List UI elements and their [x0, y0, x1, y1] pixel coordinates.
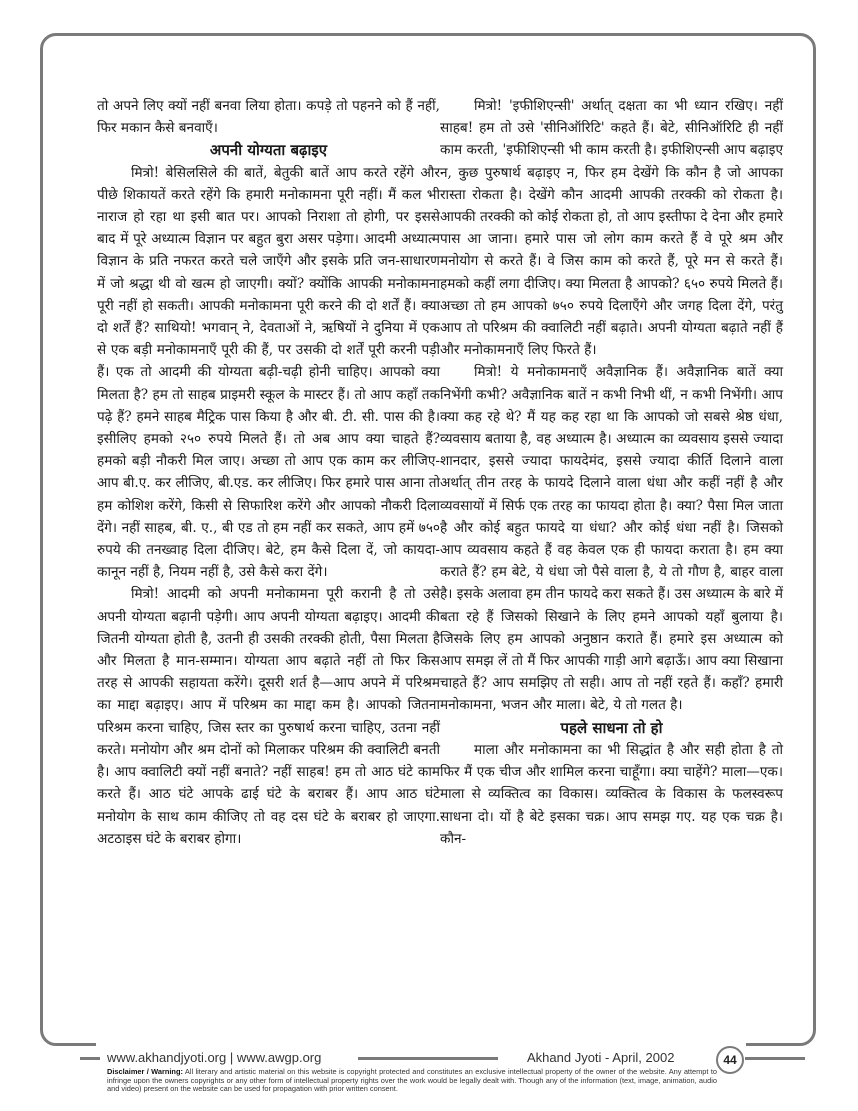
paragraph: मित्रो! ये मनोकामनाएँ अवैज्ञानिक हैं। अवैज्ञानिक बातें क्या निभेंगी कभी? अवैज्ञानिक बातें न कभी निभी थीं, न कभी निभेंगी। आप क्या कह रहे थे? मैं यह कह रहा था कि आपको जो सबसे श्रेष्ठ धंधा, व्यवसाय बताया है, वह अध्यात्म है। अध्यात्म का व्यवसाय इससे ज्यादा शानदार, इससे ज्यादा फायदेमंद, इससे ज्यादा कीर्ति दिलाने वाला अर्थात् तीन तरह के फायदे दिलाने वाला धंधा और कहीं नहीं है और व्यवसायों में सिर्फ एक तरह का फायदा होता है। क्या? पैसा मिल जाता है और कोई बहुत फायदे या धंधा? और कोई धंधा नहीं है। जिसको आप व्यवसाय कहते हैं वह केवल एक ही फायदा कराता है। हम क्या कराते हैं? हम बेटे, ये धंधा जो पैसे वाला है, ये तो गौण है, बाहर वाला है। इसके अलावा हम तीन फायदे करा सकते हैं। उस अध्यात्म के बारे में बता रहे हैं जिसको सिखाने के लिए हमने आपको यहाँ बुलाया है। जिसके लिए हम आपको अनुष्ठान कराते हैं। हमारे इस अध्यात्म को आप समझ लें तो मैं फिर आपकी गाड़ी आगे बढ़ाऊँ। आप क्या सिखाना चाहते हैं? आप समझिए तो सही। आप तो नहीं रहते हैं। कहाँ? हमारी मनोकामना, भजन और माला। बेटे, ये तो गलत है।	[440, 364, 783, 714]
disclaimer-text: All literary and artistic material on this website is copyright protected and constitutes an exclusive intellectual property of the owner of the website. Any attempt to infringe upon the owners copyrights or any other form of intellectual property rights over the work would be legally dealt with. Though any of the information (text, image, animation, audio and video) present on the website can be used for propagation with prior written consent.	[107, 1067, 717, 1094]
disclaimer-label: Disclaimer / Warning:	[107, 1067, 183, 1076]
disclaimer	[107, 1068, 717, 1094]
section-heading: अपनी योग्यता बढ़ाइए	[209, 141, 328, 160]
footer-rule-right	[745, 1057, 805, 1060]
paragraph: मित्रो! आदमी को अपनी मनोकामना पूरी करानी है तो उसे अपनी योग्यता बढ़ानी पड़ेगी। आप अपनी योग्यता बढ़ाइए। आदमी की जितनी योग्यता होती है, उतनी ही उसकी तरक्की होती, पैसा मिलता है और मिलता है मान-सम्मान। योग्यता आप बढ़ाते नहीं तो फिर किस तरह से आपकी सहायता करेंगे। दूसरी शर्त है—आप अपने में परिश्रम का माद्दा बढ़ाइए। आप में परिश्रम का माद्दा कम है। आपको जितना परिश्रम करना चाहिए, जिस स्तर का पुरुषार्थ करना चाहिए, उतना नहीं करते। मनोयोग और श्रम दोनों को मिलाकर परिश्रम की क्वालिटी बनती है। आप क्वालिटी क्यों नहीं बनाते? नहीं साहब! हम तो आठ घंटे काम करते हैं। आठ घंटे आपके ढाई घंटे के बराबर हैं। आप आठ घंटे मनोयोग के साथ काम कीजिए तो वह दस घंटे के बराबर हो जाएगा. अटठाइस घंटे के बराबर होगा।	[97, 586, 440, 847]
footer-magazine-issue: Akhand Jyoti - April, 2002	[527, 1050, 675, 1065]
paragraph: माला और मनोकामना का भी सिद्धांत है और सही होता है तो फिर मैं एक चीज और शामिल करना चाहूँगा। क्या चाहेंगे? माला—एक। माला से व्यक्तित्व का विकास। व्यक्तित्व के विकास के फलस्वरूप साधना दो। यों है बेटे इसका चक्र। आप समझ गए. यह एक चक्र है। कौन-	[440, 741, 783, 847]
paragraph: तो अपने लिए क्यों नहीं बनवा लिया होता। कपड़े तो पहनने को हैं नहीं, फिर मकान कैसे बनवाएँ।	[97, 98, 440, 137]
footer-rule-left	[80, 1057, 100, 1060]
left-column	[97, 95, 440, 850]
footer-rule-middle	[358, 1057, 498, 1060]
right-column	[440, 95, 783, 850]
page-number-badge	[716, 1046, 744, 1074]
footer-websites[interactable]: www.akhandjyoti.org | www.awgp.org	[107, 1050, 322, 1065]
paragraph: मित्रो! 'इफीशिएन्सी' अर्थात् दक्षता का भी ध्यान रखिए। नहीं साहब! हम तो उसे 'सीनिऑरिटि' कहते हैं। बेटे, सीनिऑरिटि ही नहीं काम करती, 'इफीशिएन्सी भी काम करती है। इफीशिएन्सी आप बढ़ाइए न, कुछ पुरुषार्थ बढ़ाइए न, फिर हम देखेंगे कि कौन है जो आपका रास्ता रोकता है। देखेंगे कौन आदमी आपकी तरक्की को रोकता है। आपकी तरक्की को कोई रोकता हो, तो आप इस्तीफा दे देना और हमारे पास आ जाना। हमारे पास जो लोग काम करते हैं वे पूरे श्रम और मनोयोग से करते हैं। वे जिस काम को करते हैं, पूरे मन से करते हैं। हमको कहीं लगा दीजिए। क्या मिलता है आपको? ६५० रुपये मिलते हैं। अच्छा तो हम आपको ७५० रुपये दिलाएँगे और जगह दिला देंगे, परंतु आप तो परिश्रम की क्वालिटी नहीं बढ़ाते। अपनी योग्यता बढ़ाते नहीं हैं और मनोकामनाएँ लिए फिरते हैं।	[440, 98, 783, 359]
page-number: 44	[723, 1053, 737, 1067]
section-heading: पहले साधना तो हो	[560, 718, 663, 737]
paragraph: मित्रो! बेसिलसिले की बातें, बेतुकी बातें आप करते रहेंगे और पीछे शिकायतें करते रहेंगे कि हमारी मनोकामना पूरी नहीं। मैं कल भी नाराज हो रहा था इसी बात पर। आपको निराशा तो होगी, पर इससे बाद में पूरे अध्यात्म विज्ञान पर बहुत बुरा असर पड़ेगा। आदमी अध्यात्म विज्ञान के प्रति नफरत करते चले जाएँगे और इसके प्रति जन-साधारण में जो श्रद्धा थी वो खत्म हो जाएगी। क्यों? क्योंकि आपकी मनोकामना पूरी नहीं हो सकती। आपकी मनोकामना पूरी करने की दो शर्तें हैं। क्या दो शर्तें हैं? साथियो! भगवान् ने, देवताओं ने, ऋषियों ने दुनिया में एक से एक बड़ी मनोकामनाएँ पूरी की हैं, पर उसकी दो शर्तें पूरी करनी पड़ी हैं। एक तो आदमी की योग्यता बढ़ी-चढ़ी होनी चाहिए। आपको क्या मिलता है? हम तो साहब प्राइमरी स्कूल के मास्टर हैं। तो आप कहाँ तक पढ़े हैं? हमने साहब मैट्रिक पास किया है और बी. टी. सी. पास की है। इसीलिए हमको २५० रुपये मिलते हैं। तो अब आप क्या चाहते हैं? हमको बड़ी नौकरी मिल जाए। अच्छा तो आप एक काम कर लीजिए-आप बी.ए. कर लीजिए, बी.एड. कर लीजिए। फिर हमारे पास आना तो हम कोशिश करेंगे, किसी से सिफारिश करेंगे और आपको नौकरी दिला देंगे। नहीं साहब, बी. ए., बी एड तो हम नहीं कर सकते, आप हमें ७५० रुपये की तनख्वाह दिला दीजिए। बेटे, हम कैसे दिला दें, जो कायदा-कानून नहीं है, नियम नहीं है, उसे कैसे करा देंगे।	[97, 164, 440, 581]
